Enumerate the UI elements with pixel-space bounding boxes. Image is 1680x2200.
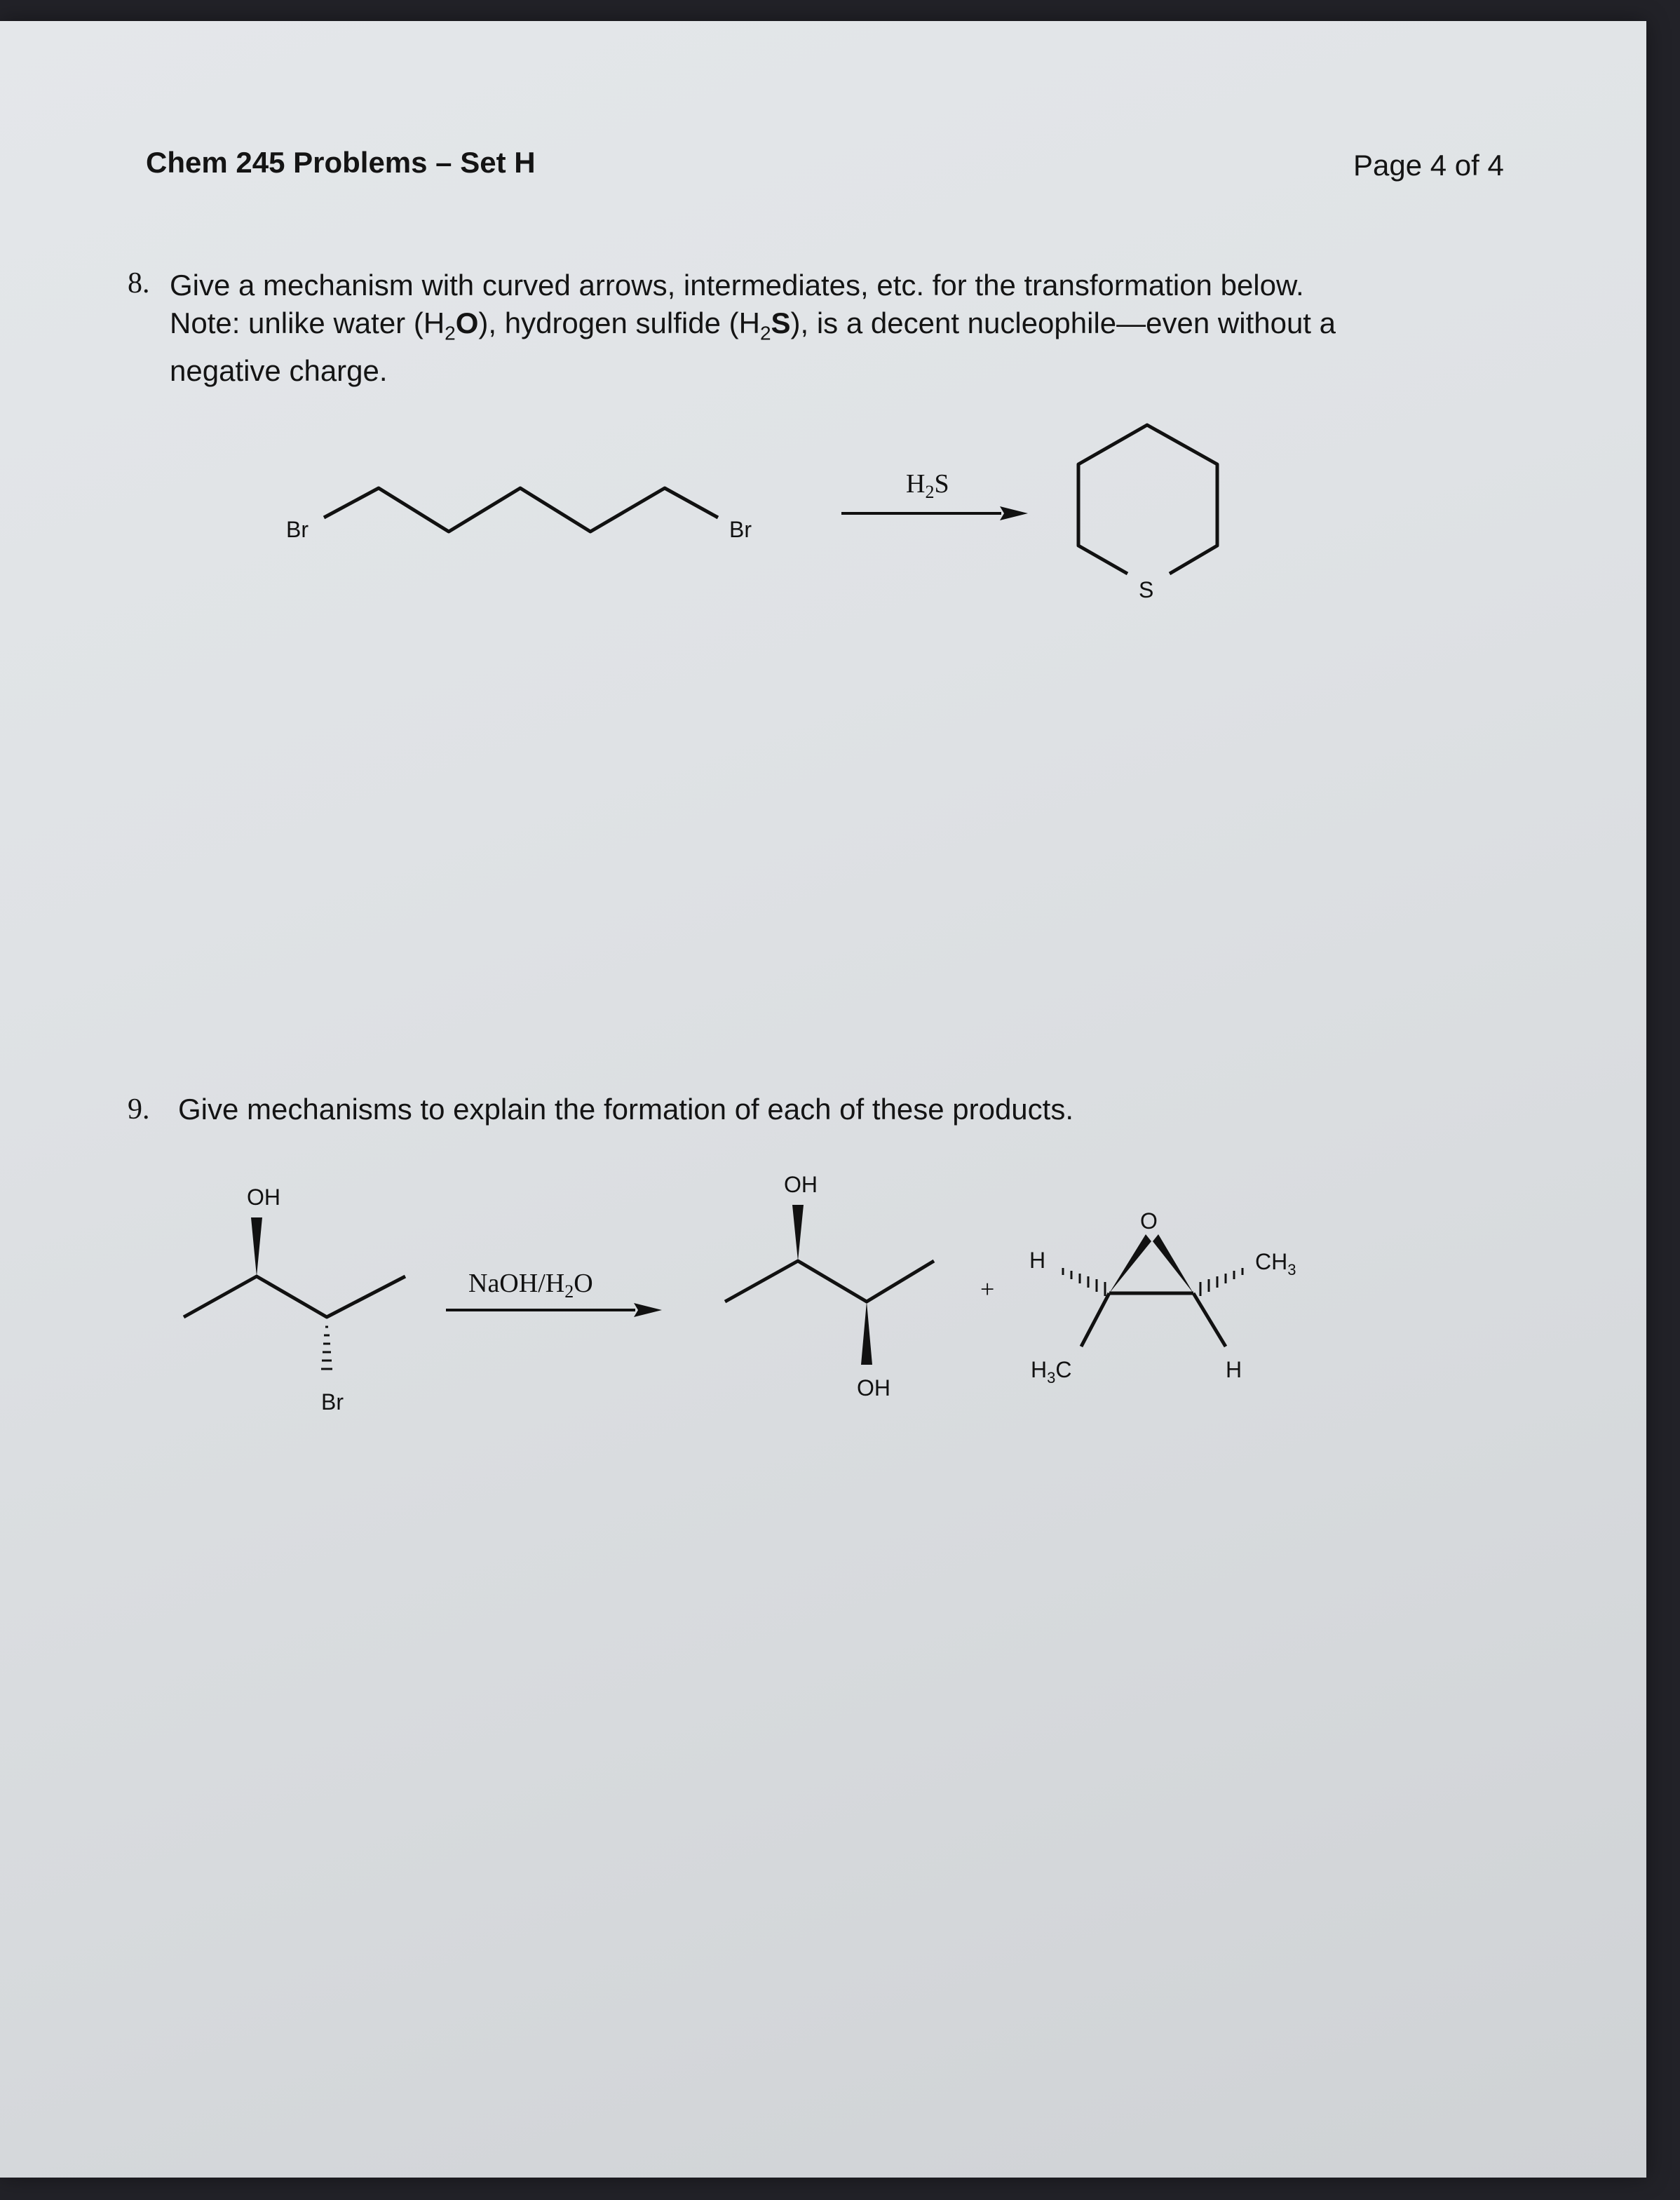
q9-reactant-oh-label: OH [247, 1185, 280, 1210]
q8-reactant-br-right: Br [729, 517, 752, 542]
question-8-line-3: negative charge. [170, 354, 388, 388]
question-8-line-2: Note: unlike water $(H_2O)$, hydrogen sulfide $(H_2S)$, is a decent nucleophile—even without a [170, 306, 1336, 344]
q9-reactant-bromohydrin [184, 1276, 405, 1317]
question-9-number: 9. [128, 1093, 150, 1126]
q8-reagent: $H_2S$ [906, 469, 949, 502]
q9-epoxide-h-right: H [1226, 1357, 1242, 1382]
q9-reactant-hash-br [321, 1327, 332, 1369]
q9-reactant-wedge-oh [251, 1217, 262, 1276]
q9-epoxide-oxygen: O [1140, 1208, 1158, 1234]
q9-epoxide-h-left: H [1029, 1248, 1046, 1273]
q9-product-wedge-oh-top [792, 1205, 804, 1261]
q8-reactant-dibromoalkane [324, 488, 718, 532]
q8-reaction-arrow [841, 506, 1028, 520]
q9-epoxide-h3c: $H_3C$ [1031, 1357, 1072, 1386]
q9-product-diol [725, 1261, 934, 1302]
document-title: Chem 245 Problems – Set H [146, 146, 536, 179]
q8-product-sulfur: S [1139, 577, 1154, 602]
page-number: Page 4 of 4 [1353, 149, 1504, 182]
q9-epoxide-ch3-right: $CH_3$ [1255, 1249, 1296, 1278]
q9-product-oh-bottom-label: OH [857, 1375, 890, 1401]
question-8-line-1: Give a mechanism with curved arrows, intermediates, etc. for the transformation below. [170, 269, 1304, 302]
q9-product-oh-top-label: OH [784, 1172, 818, 1197]
document-page [0, 21, 1646, 2178]
q9-reagent: NaOH/$H_2O$ [468, 1269, 593, 1302]
q9-product-wedge-oh-bottom [861, 1302, 872, 1365]
question-8-number: 8. [128, 267, 150, 299]
question-9-text: Give mechanisms to explain the formation of each of these products. [178, 1093, 1074, 1126]
q8-reactant-br-left: Br [286, 517, 309, 542]
q9-reactant-br-label: Br [321, 1389, 344, 1415]
reaction-schemes [0, 21, 1646, 2178]
q9-product-epoxide [1063, 1234, 1242, 1347]
q9-plus-sign: + [980, 1275, 995, 1303]
q9-reaction-arrow [446, 1303, 662, 1317]
q8-product-thiane-ring [1078, 425, 1217, 574]
